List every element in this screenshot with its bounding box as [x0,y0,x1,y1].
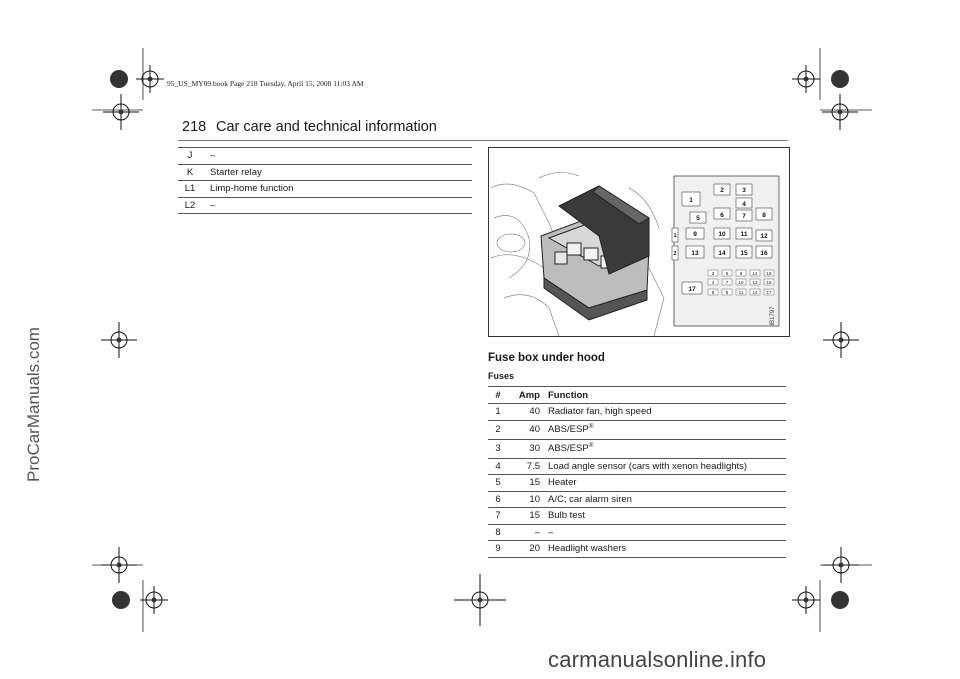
fuse-table [488,386,786,558]
svg-text:13: 13 [691,250,699,257]
svg-text:4: 4 [742,201,746,208]
svg-text:6: 6 [725,271,729,276]
svg-text:6: 6 [720,212,724,219]
page-number: 218 [182,119,207,135]
svg-text:15: 15 [740,250,748,257]
svg-text:10: 10 [718,231,726,238]
svg-text:3: 3 [742,187,746,194]
table-row: L2 – [178,197,472,214]
svg-text:11: 11 [738,290,744,295]
svg-text:16: 16 [766,280,772,285]
svg-text:16: 16 [760,250,768,257]
table-row: 7 15 Bulb test [488,508,786,525]
svg-text:17: 17 [766,290,772,295]
table-row: J – [178,148,472,165]
svg-text:13: 13 [752,280,758,285]
svg-text:1: 1 [689,197,693,204]
svg-text:1: 1 [673,233,677,239]
svg-text:7: 7 [725,280,729,285]
table-row: L1 Limp-home function [178,181,472,198]
table-row: 1 40 Radiator fan, high speed [488,404,786,421]
svg-text:5: 5 [711,290,715,295]
svg-text:7: 7 [742,213,746,220]
col-header-amp: Amp [508,387,548,404]
col-header-num: # [488,387,508,404]
table-row: 5 15 Heater [488,475,786,492]
svg-text:12: 12 [760,233,768,240]
side-watermark: ProCarManuals.com [24,327,43,482]
header-rule [178,140,788,141]
svg-text:14: 14 [752,290,758,295]
svg-text:17: 17 [688,286,696,293]
table-row: 2 40 ABS/ESP® [488,420,786,439]
bottom-watermark: carmanualsonline.info [548,647,767,672]
page-title: Car care and technical information [216,119,437,135]
svg-text:14: 14 [718,250,726,257]
svg-text:2: 2 [673,251,677,257]
svg-text:11: 11 [740,231,748,238]
fuses-subtitle: Fuses [488,371,515,381]
table-row: 6 10 A/C; car alarm siren [488,491,786,508]
svg-text:15: 15 [766,271,772,276]
svg-text:10: 10 [738,280,744,285]
svg-text:8: 8 [725,290,729,295]
book-info: 95_US_MY09.book Page 218 Tuesday, April 15, 2008 11:03 AM [167,79,364,88]
svg-text:9: 9 [739,271,743,276]
svg-text:2: 2 [720,187,724,194]
table-row: 3 30 ABS/ESP® [488,439,786,458]
table-row: 8 – – [488,524,786,541]
table-row: 9 20 Headlight washers [488,541,786,558]
relay-table [178,147,472,214]
table-header-row [488,387,786,404]
svg-text:9: 9 [693,231,697,238]
svg-text:8: 8 [762,212,766,219]
table-row: 4 7.5 Load angle sensor (cars with xenon headlights) [488,458,786,475]
fuse-box-illustration [489,148,789,336]
fuse-box-figure [488,147,790,337]
section-title: Fuse box under hood [488,352,605,364]
svg-text:3: 3 [711,271,715,276]
table-row: K Starter relay [178,164,472,181]
svg-text:4: 4 [711,280,715,285]
svg-text:12: 12 [752,271,758,276]
svg-text:5: 5 [696,215,700,222]
col-header-function: Function [548,387,786,404]
figure-code: IB1797 [770,306,776,326]
